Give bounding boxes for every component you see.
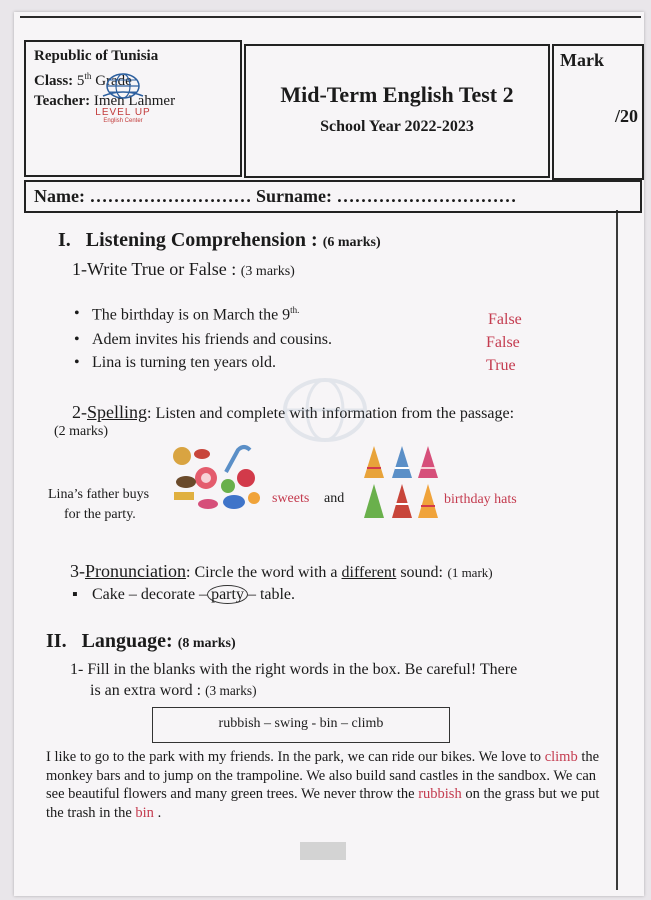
spelling-line-1: Lina’s father buys [48, 487, 150, 502]
top-border-line [20, 16, 641, 18]
sweets-image-icon [168, 442, 266, 514]
teacher-label: Teacher: Imen Lahmer [34, 93, 176, 109]
section-2-question-1-line-2: is an extra word : (3 marks) [90, 682, 257, 699]
fill-in-paragraph: I like to go to the park with my friends. In the park, we can ride our bikes. We love to climb the monkey bars and to jump on the trampoline. We also build sand castles in the sandbox. We can see beautiful flowers and many green trees. We never throw the rubbish on the grass but we put the trash in the bin . [46, 749, 600, 821]
spelling-and: and [324, 491, 345, 506]
blank-answer-1[interactable]: climb [544, 749, 578, 765]
word-box: rubbish – swing - bin – climb [152, 707, 450, 743]
logo-subtext: English Center [103, 118, 143, 124]
spelling-answer-1[interactable]: sweets [272, 491, 310, 506]
section-1-title: I. Listening Comprehension : (6 marks) [58, 229, 381, 251]
page-number-tab [300, 842, 346, 860]
class-label: Class: 5th Grade [34, 71, 132, 89]
tf-answer-3[interactable]: True [486, 357, 516, 374]
party-hats-image-icon [360, 444, 442, 520]
test-title: Mid-Term English Test 2 [280, 82, 514, 107]
spelling-answer-2[interactable]: birthday hats [444, 492, 517, 507]
tf-answer-1[interactable]: False [488, 311, 522, 328]
question-2-marks: (2 marks) [54, 424, 109, 439]
tf-item-3: • Lina is turning ten years old. [92, 354, 276, 372]
school-year: School Year 2022-2023 [320, 118, 474, 135]
level-up-logo [78, 72, 168, 132]
tf-item-2: • Adem invites his friends and cousins. [92, 331, 332, 349]
name-surname-line[interactable]: Name: ……………………… Surname: ………………………… [24, 180, 642, 213]
mark-score: /20 [614, 106, 638, 126]
section-2-title: II. Language: (8 marks) [46, 630, 236, 652]
question-3-label: 3-Pronunciation: Circle the word with a different sound: (1 mark) [70, 561, 493, 581]
circled-word[interactable]: party [207, 585, 248, 604]
blank-answer-3[interactable]: bin [135, 804, 154, 821]
globe-logo-icon [101, 72, 145, 100]
pronunciation-words: ▪ Cake – decorate – party – table. [92, 586, 295, 604]
mark-label: Mark [560, 50, 604, 70]
mark-box [552, 44, 644, 180]
spelling-line-2: for the party. [64, 507, 136, 522]
tf-answer-2[interactable]: False [486, 334, 520, 351]
question-2-label: 2-Spelling: Listen and complete with information from the passage: [72, 402, 515, 422]
question-1-label: 1-Write True or False : (3 marks) [72, 259, 295, 279]
right-border-line [616, 210, 618, 890]
blank-answer-2[interactable]: rubbish [418, 786, 462, 802]
section-2-question-1-line-1: 1- Fill in the blanks with the right words in the box. Be careful! There [70, 661, 518, 678]
country-label: Republic of Tunisia [34, 48, 159, 64]
tf-item-1: • The birthday is on March the $9^{th.}$ [92, 305, 299, 324]
logo-text: LEVEL UP [95, 107, 151, 118]
title-box [244, 44, 550, 178]
